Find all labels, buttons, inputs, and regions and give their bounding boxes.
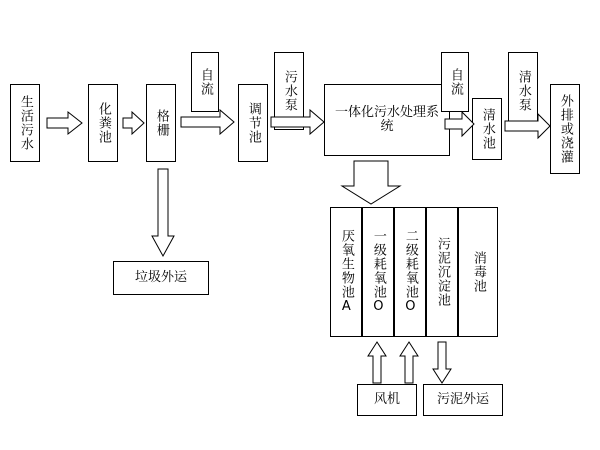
node-septic-tank: 化粪池 (88, 84, 118, 162)
node-anaerobic-bio-tank-a: 厌氧生物池A (330, 207, 362, 337)
node-clean-water-tank: 清水池 (472, 98, 502, 160)
arrow-clean-water-to-discharge (504, 112, 552, 140)
node-sewage-pump: 污水泵 (274, 52, 304, 130)
node-primary-aerobic-tank-o: 一级耗氧池O (362, 207, 394, 337)
arrow-regulating-to-system (270, 108, 326, 136)
node-grille: 格栅 (146, 84, 176, 162)
arrow-sewage-to-septic (46, 110, 84, 136)
arrow-system-to-subprocess (340, 160, 402, 206)
node-sewage-source: 生活污水 (10, 84, 40, 162)
node-regulating-tank: 调节池 (238, 84, 268, 162)
node-disinfection-tank: 消毒池 (458, 207, 498, 337)
node-sludge-settling-tank: 污泥沉淀池 (426, 207, 458, 337)
arrow-septic-to-grille (122, 110, 146, 136)
node-gravity-flow-1: 自流 (191, 52, 219, 112)
node-blower-fan: 风机 (357, 384, 417, 416)
arrow-system-to-clean-water-tank (444, 110, 476, 138)
node-integrated-treatment-system: 一体化污水处理系统 (324, 84, 450, 156)
node-secondary-aerobic-tank-o: 二级耗氧池O (394, 207, 426, 337)
arrow-fan-to-secondary-aerobic (398, 341, 420, 385)
arrow-grille-to-garbage (150, 168, 176, 258)
node-discharge-or-irrigation: 外排或浇灌 (550, 84, 580, 174)
arrow-grille-to-regulating (180, 108, 236, 136)
node-clean-water-pump: 清水泵 (508, 52, 538, 130)
arrow-fan-to-primary-aerobic (366, 341, 388, 385)
node-sludge-transport: 污泥外运 (423, 384, 503, 416)
arrow-settling-to-sludge-transport (431, 341, 453, 385)
node-garbage-transport: 垃圾外运 (113, 261, 209, 295)
node-gravity-flow-2: 自流 (441, 52, 469, 112)
